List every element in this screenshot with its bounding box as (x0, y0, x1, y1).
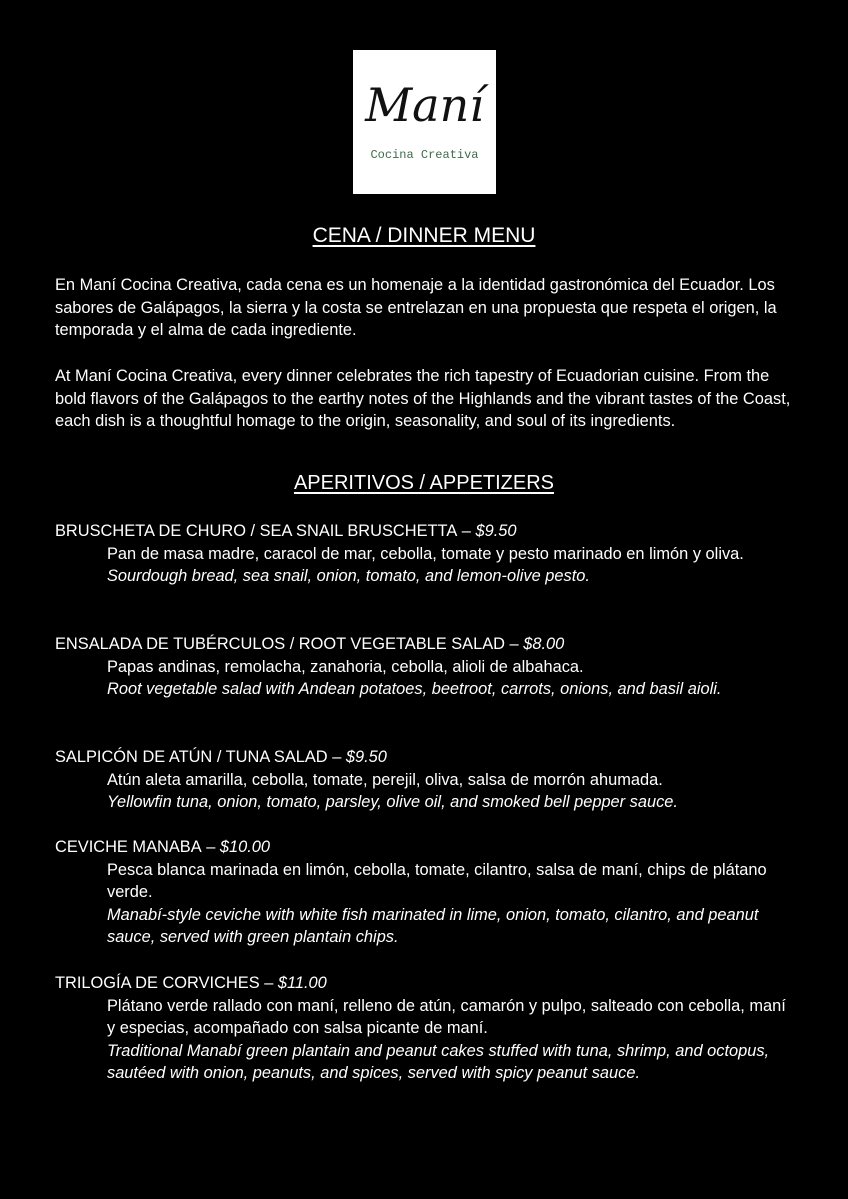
item-description-es: Pesca blanca marinada en limón, cebolla, tomate, cilantro, salsa de maní, chips de plátano verde. (107, 860, 767, 901)
item-description-en: Traditional Manabí green plantain and peanut cakes stuffed with tuna, shrimp, and octopus, sautéed with onion, peanuts, and spices, served with spicy peanut sauce. (107, 1041, 770, 1082)
item-price: $9.50 (475, 522, 517, 540)
item-description-en: Yellowfin tuna, onion, tomato, parsley, olive oil, and smoked bell pepper sauce. (107, 793, 678, 811)
item-description-en: Root vegetable salad with Andean potatoes, beetroot, carrots, onions, and basil aioli. (107, 680, 722, 698)
item-price: $11.00 (277, 974, 327, 992)
item-title: ENSALADA DE TUBÉRCULOS / ROOT VEGETABLE SALAD – $8.00 (55, 635, 565, 653)
menu-title: CENA / DINNER MENU (312, 224, 536, 247)
menu-item (55, 633, 805, 701)
item-description-es: Plátano verde rallado con maní, relleno de atún, camarón y pulpo, salteado con cebolla, maní y especias, acompañado con salsa picante de maní. (107, 996, 786, 1037)
intro-english: At Maní Cocina Creativa, every dinner celebrates the rich tapestry of Ecuadorian cuisine. From the bold flavors of the Galápagos to the earthy notes of the Highlands and the vibrant tastes of the Coast, each dish is a thoughtful homage to the origin, seasonality, and soul of its ingredients. (55, 367, 791, 430)
item-name: BRUSCHETA DE CHURO / SEA SNAIL BRUSCHETTA (55, 522, 458, 540)
item-description-es: Papas andinas, remolacha, zanahoria, cebolla, alioli de albahaca. (107, 657, 584, 676)
restaurant-logo (353, 50, 496, 194)
item-description-en: Sourdough bread, sea snail, onion, tomato, and lemon-olive pesto. (107, 567, 590, 585)
menu-item (55, 746, 805, 814)
item-title: BRUSCHETA DE CHURO / SEA SNAIL BRUSCHETTA – $9.50 (55, 522, 517, 540)
menu-item (55, 520, 805, 588)
logo-script: Maní (365, 78, 484, 132)
item-price: $10.00 (219, 838, 271, 856)
section-title: APERITIVOS / APPETIZERS (293, 472, 555, 494)
item-title: CEVICHE MANABA – $10.00 (55, 838, 271, 856)
item-title: SALPICÓN DE ATÚN / TUNA SALAD – $9.50 (55, 748, 387, 766)
item-title: TRILOGÍA DE CORVICHES – $11.00 (55, 974, 327, 992)
menu-item (55, 972, 805, 1085)
item-description-en: Manabí-style ceviche with white fish marinated in lime, onion, tomato, cilantro, and peanut sauce, served with green plantain chips. (107, 905, 759, 946)
item-price: $9.50 (345, 748, 387, 766)
item-name: CEVICHE MANABA (55, 838, 202, 856)
item-description-es: Atún aleta amarilla, cebolla, tomate, perejil, oliva, salsa de morrón ahumada. (107, 770, 663, 789)
logo-tagline: Cocina Creativa (370, 148, 479, 162)
item-description-es: Pan de masa madre, caracol de mar, cebolla, tomate y pesto marinado en limón y oliva. (107, 544, 744, 563)
item-name: ENSALADA DE TUBÉRCULOS / ROOT VEGETABLE SALAD (55, 635, 505, 653)
item-price: $8.00 (523, 635, 565, 653)
menu-item (55, 836, 805, 949)
item-name: SALPICÓN DE ATÚN / TUNA SALAD (55, 748, 328, 766)
intro-spanish: En Maní Cocina Creativa, cada cena es un homenaje a la identidad gastronómica del Ecuador. Los sabores de Galápagos, la sierra y la costa se entrelazan en una propuesta que respeta el origen, la temporada y el alma de cada ingrediente. (55, 276, 777, 339)
item-name: TRILOGÍA DE CORVICHES (55, 974, 260, 992)
